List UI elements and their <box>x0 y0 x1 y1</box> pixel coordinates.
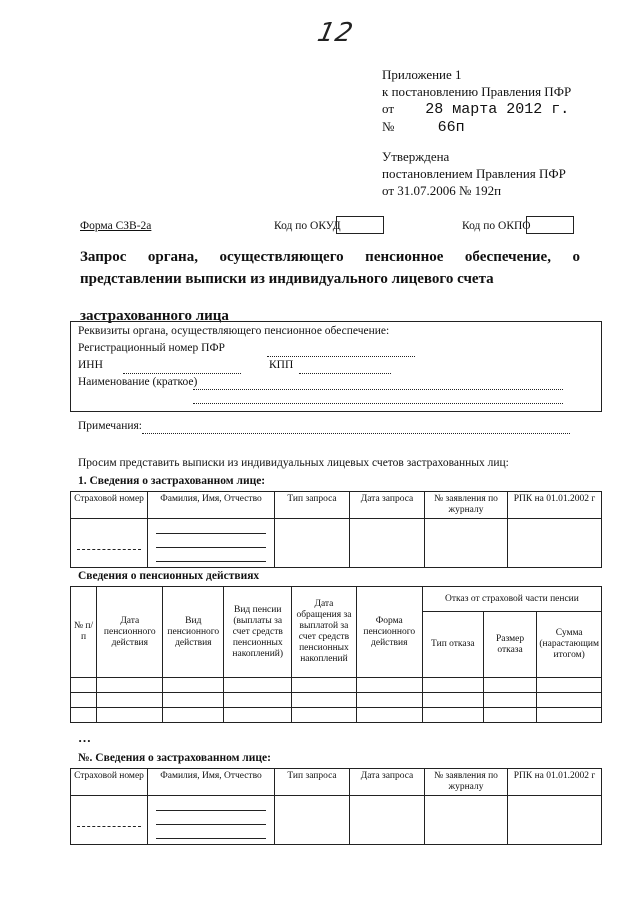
document-title <box>80 246 580 327</box>
short-name-field[interactable] <box>193 388 563 390</box>
col-refusal-sum: Сумма (нарастающим итогом) <box>537 612 602 678</box>
okpo-label: Код по ОКПО <box>462 220 531 232</box>
okud-field[interactable] <box>336 216 384 234</box>
insured-table-n <box>70 768 602 845</box>
journal-no-cell[interactable] <box>425 519 508 568</box>
col-rpk: РПК на 01.01.2002 г <box>508 492 602 519</box>
reg-number-label: Регистрационный номер ПФР <box>78 342 225 354</box>
col-journal-no: № заявления по журналу <box>425 492 508 519</box>
table-row[interactable] <box>71 708 602 723</box>
notes-label: Примечания: <box>78 420 142 432</box>
notes-field[interactable] <box>142 432 570 434</box>
col-action-date: Дата пенсионного действия <box>97 587 163 678</box>
sectionN-title: №. Сведения о застрахованном лице: <box>78 752 271 764</box>
request-date-cell[interactable] <box>350 519 425 568</box>
rpk-cell[interactable] <box>508 519 602 568</box>
num-value: 66п <box>437 119 465 136</box>
approved-line1: Утверждена <box>382 149 450 164</box>
inn-label: ИНН <box>78 359 103 371</box>
col-request-date: Дата запроса <box>350 769 425 796</box>
fio-cell[interactable] <box>148 519 275 568</box>
num-prefix: № <box>382 119 395 134</box>
table-header-row <box>71 492 602 519</box>
pension-title: Сведения о пенсионных действиях <box>78 570 260 582</box>
request-type-cell[interactable] <box>275 796 350 845</box>
journal-no-cell[interactable] <box>425 796 508 845</box>
request-type-cell[interactable] <box>275 519 350 568</box>
page-number: 12 <box>314 18 357 48</box>
short-name-label: Наименование (краткое) <box>78 376 198 388</box>
col-snils: Страховой номер <box>71 769 148 796</box>
snils-cell[interactable] <box>71 796 148 845</box>
date-value: 28 марта 2012 г. <box>425 101 570 118</box>
appendix-number <box>382 118 571 136</box>
requisites-box <box>70 321 602 412</box>
kpp-label: КПП <box>269 359 294 371</box>
appendix-line2: к постановлению Правления ПФР <box>382 84 572 99</box>
title-line1: Запрос органа, осуществляющего пенсионное обеспечение, о <box>80 249 580 265</box>
reg-number-field[interactable] <box>267 355 415 357</box>
col-action-type: Вид пенсионного действия <box>163 587 224 678</box>
date-prefix: от <box>382 101 395 116</box>
approved-line3: от 31.07.2006 № 192п <box>382 183 502 198</box>
requisites-header: Реквизиты органа, осуществляющего пенсионное обеспечение: <box>78 325 390 337</box>
col-appeal-date: Дата обращения за выплатой за счет средств пенсионных накоплений <box>292 587 356 678</box>
kpp-field[interactable] <box>299 372 391 374</box>
table-row <box>71 796 602 845</box>
title-line2: представлении выписки из индивидуального лицевого счета <box>80 271 494 287</box>
appendix-block <box>382 66 571 136</box>
request-text: Просим представить выписки из индивидуальных лицевых счетов застрахованных лиц: <box>78 457 509 469</box>
fio-cell[interactable] <box>148 796 275 845</box>
request-date-cell[interactable] <box>350 796 425 845</box>
col-journal-no: № заявления по журналу <box>425 769 508 796</box>
insured-table-1 <box>70 491 602 568</box>
snils-cell[interactable] <box>71 519 148 568</box>
approved-line2: постановлением Правления ПФР <box>382 166 566 181</box>
col-action-form: Форма пенсионного действия <box>356 587 422 678</box>
col-rpk: РПК на 01.01.2002 г <box>508 769 602 796</box>
table-header-row <box>71 769 602 796</box>
col-request-date: Дата запроса <box>350 492 425 519</box>
appendix-date <box>382 100 571 118</box>
table-row <box>71 519 602 568</box>
inn-field[interactable] <box>123 372 241 374</box>
table-row[interactable] <box>71 693 602 708</box>
col-pension-kind: Вид пенсии (выплаты за счет средств пенсионных накоплений) <box>224 587 292 678</box>
col-fio: Фамилия, Имя, Отчество <box>148 492 275 519</box>
col-refusal-size: Размер отказа <box>483 612 537 678</box>
title-line3: застрахованного лица <box>80 308 229 324</box>
okud-label: Код по ОКУД <box>274 220 341 232</box>
form-codes-row <box>80 214 576 238</box>
pension-actions-table <box>70 586 602 723</box>
table-header-row <box>71 587 602 612</box>
col-request-type: Тип запроса <box>275 769 350 796</box>
col-fio: Фамилия, Имя, Отчество <box>148 769 275 796</box>
form-name: Форма СЗВ-2а <box>80 220 152 232</box>
col-snils: Страховой номер <box>71 492 148 519</box>
section1-title: 1. Сведения о застрахованном лице: <box>78 475 266 487</box>
approved-block <box>382 148 566 199</box>
table-row[interactable] <box>71 678 602 693</box>
ellipsis: … <box>78 730 91 745</box>
col-request-type: Тип запроса <box>275 492 350 519</box>
okpo-field[interactable] <box>526 216 574 234</box>
col-refusal-type: Тип отказа <box>422 612 483 678</box>
appendix-line1: Приложение 1 <box>382 67 462 82</box>
short-name-field-2[interactable] <box>193 402 563 404</box>
rpk-cell[interactable] <box>508 796 602 845</box>
col-num: № п/п <box>71 587 97 678</box>
refusal-group-header: Отказ от страховой части пенсии <box>422 587 601 612</box>
notes-row <box>78 420 142 432</box>
